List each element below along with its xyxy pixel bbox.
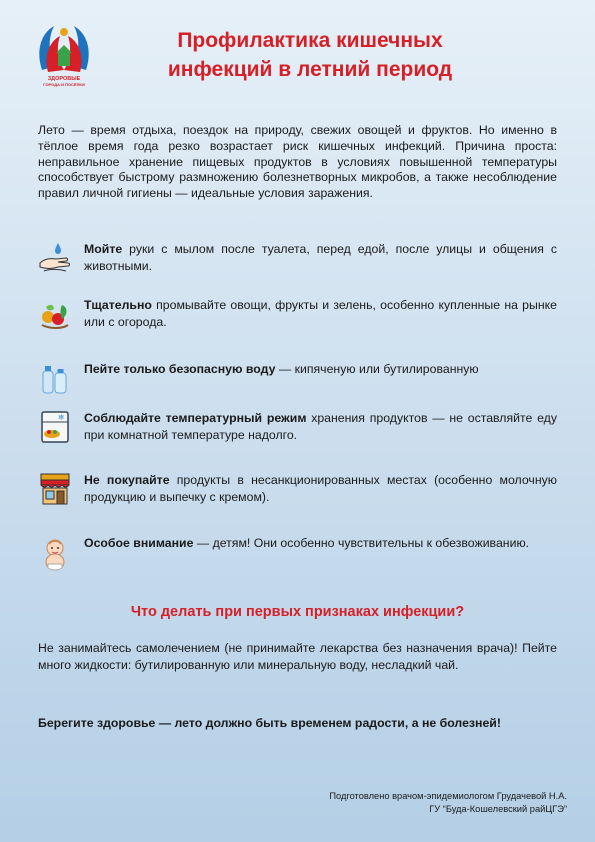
logo-caption-line1: ЗДОРОВЫЕ xyxy=(47,76,81,82)
page-title-line2: инфекций в летний период xyxy=(167,58,453,81)
tip-text xyxy=(84,241,557,275)
footer-author: Подготовлено врачом-эпидемиологом Грудачевой Н.А. xyxy=(329,791,567,801)
baby-icon xyxy=(38,535,72,575)
tip-body: руки с мылом после туалета, перед едой, после улицы и общения с животными. xyxy=(84,242,557,273)
vegetables-icon xyxy=(38,297,72,331)
logo xyxy=(34,22,94,87)
tip-bold: Пейте только безопасную воду xyxy=(84,362,276,376)
tip-text xyxy=(84,535,557,552)
tip-no-buying xyxy=(38,472,557,512)
market-stall-icon xyxy=(38,472,72,506)
tip-vegetables xyxy=(38,297,557,337)
logo-caption-line2: ГОРОДА И ПОСЁЛКИ xyxy=(43,82,85,87)
page-title xyxy=(100,26,520,84)
tip-bold: Мойте xyxy=(84,242,123,256)
tip-text xyxy=(84,410,557,444)
tip-body: промывайте овощи, фрукты и зелень, особенно купленные на рынке или с огорода. xyxy=(84,298,557,329)
advice-paragraph: Не занимайтесь самолечением (не принимайте лекарства без назначения врача)! Пейте много жидкости: бутилированную или минеральную воду, несладкий чай. xyxy=(38,641,557,672)
tip-body: продукты в несанкционированных местах (особенно молочную продукцию и выпечку с кремом). xyxy=(84,473,557,504)
tip-temperature xyxy=(38,410,557,450)
tip-bold: Особое внимание xyxy=(84,536,194,550)
fridge-icon xyxy=(38,410,72,444)
section-heading: Что делать при первых признаках инфекции? xyxy=(130,604,465,620)
healthy-cities-logo-icon xyxy=(34,22,94,78)
water-bottle-icon xyxy=(38,361,72,395)
tip-bold: Не покупайте xyxy=(84,473,170,487)
svg-text:❄: ❄ xyxy=(58,413,65,422)
tip-body: — детям! Они особенно чувствительны к обезвоживанию. xyxy=(193,536,530,550)
logo-caption xyxy=(34,76,94,88)
tip-children xyxy=(38,535,557,575)
tip-text xyxy=(84,472,557,506)
tip-body: — кипяченую или бутилированную xyxy=(275,362,479,376)
tip-body: хранения продуктов — не оставляйте еду при комнатной температуре надолго. xyxy=(84,411,557,442)
page-title-line1: Профилактика кишечных xyxy=(177,29,443,52)
tip-text xyxy=(84,297,557,331)
closing-statement: Берегите здоровье — лето должно быть временем радости, а не болезней! xyxy=(38,716,501,730)
hand-washing-icon xyxy=(38,241,72,275)
author-footer xyxy=(167,790,567,816)
tip-bold: Тщательно xyxy=(84,298,152,312)
tip-bold: Соблюдайте температурный режим xyxy=(84,411,307,425)
intro-paragraph: Лето — время отдыха, поездок на природу, свежих овощей и фруктов. Но именно в тёплое время года резко возрастает риск кишечных инфекций. Причина проста: неправильное хранение пищевых продуктов в условиях повышенной температуры способствует быстрому размножению болезнетворных микробов, а также несоблюдение правил личной гигиены — идеальные условия заражения. xyxy=(38,123,557,201)
tip-hand-washing xyxy=(38,241,557,281)
tip-safe-water xyxy=(38,361,557,401)
tip-text xyxy=(84,361,557,378)
footer-organization: ГУ “Буда-Кошелевский райЦГЭ” xyxy=(429,804,567,814)
